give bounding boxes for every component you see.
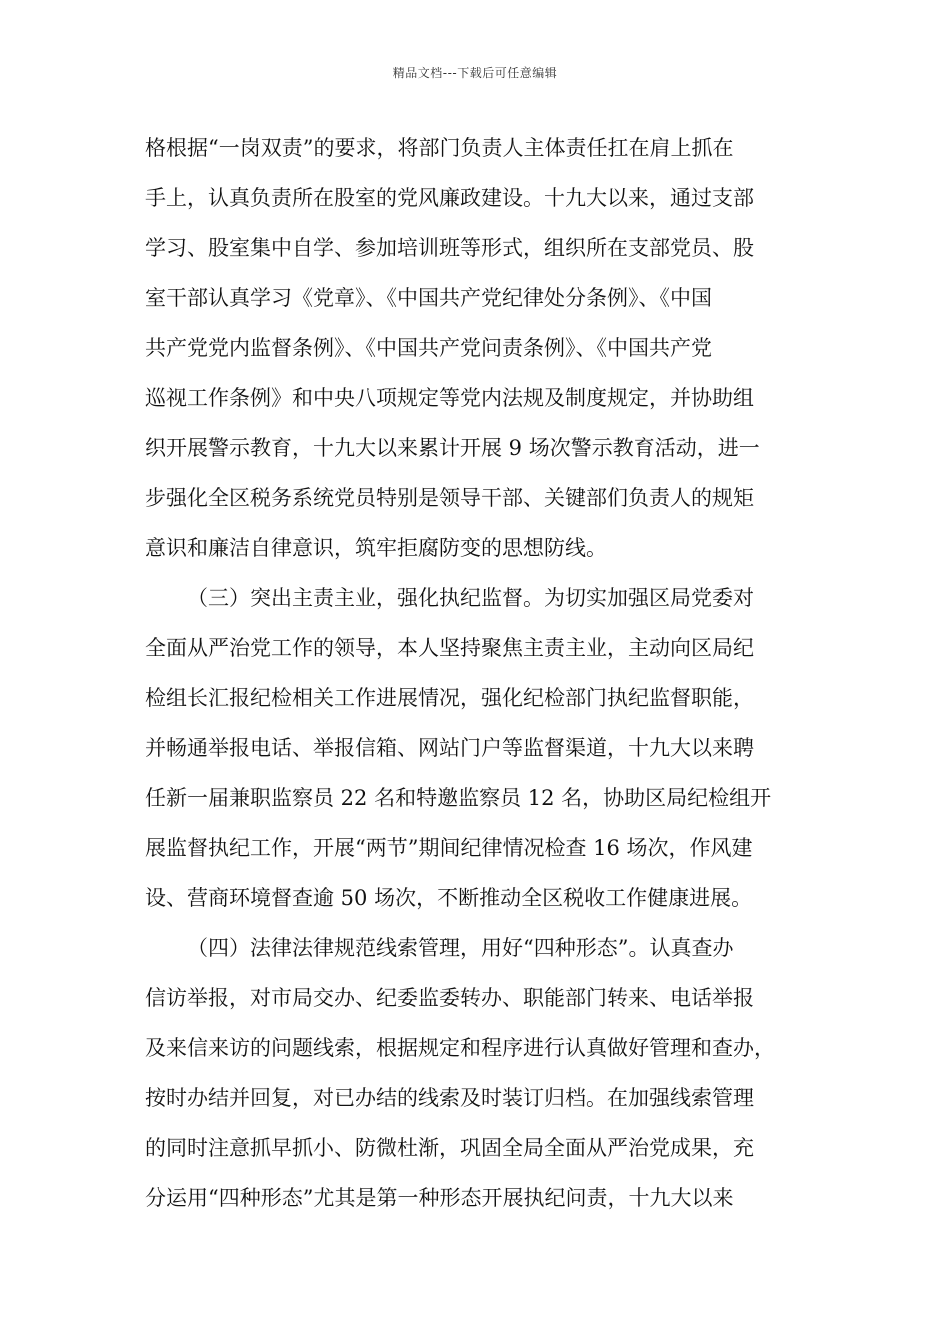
text-line: 室干部认真学习《党章》、《中国共产党纪律处分条例》、《中国 xyxy=(145,286,712,310)
text-line: 学习、股室集中自学、参加培训班等形式，组织所在支部党员、股 xyxy=(145,236,754,260)
text-line: 及来信来访的问题线索，根据规定和程序进行认真做好管理和查办， xyxy=(145,1036,775,1060)
text-line: 的同时注意抓早抓小、防微杜渐，巩固全局全面从严治党成果，充 xyxy=(145,1136,754,1160)
paragraph-start-line: （四）法律法律规范线索管理，用好“四种形态”。认真查办 xyxy=(187,936,734,960)
text-line: 手上，认真负责所在股室的党风廉政建设。十九大以来，通过支部 xyxy=(145,186,754,210)
text-line: 展监督执纪工作，开展“两节”期间纪律情况检查 16 场次，作风建 xyxy=(145,836,753,860)
text-line: 步强化全区税务系统党员特别是领导干部、关键部们负责人的规矩 xyxy=(145,486,754,510)
text-line: 织开展警示教育，十九大以来累计开展 9 场次警示教育活动，进一 xyxy=(145,436,760,460)
text-line: 并畅通举报电话、举报信箱、网站门户等监督渠道，十九大以来聘 xyxy=(145,736,754,760)
text-line: 巡视工作条例》和中央八项规定等党内法规及制度规定，并协助组 xyxy=(145,386,754,410)
text-line: 分运用“四种形态”尤其是第一种形态开展执纪问责，十九大以来 xyxy=(145,1186,734,1210)
text-line: 意识和廉洁自律意识，筑牢拒腐防变的思想防线。 xyxy=(145,536,607,560)
text-line: 信访举报，对市局交办、纪委监委转办、职能部门转来、电话举报 xyxy=(145,986,754,1010)
text-line: 格根据“一岗双责”的要求，将部门负责人主体责任扛在肩上抓在 xyxy=(145,136,734,160)
text-line: 检组长汇报纪检相关工作进展情况，强化纪检部门执纪监督职能， xyxy=(145,686,754,710)
text-line: 全面从严治党工作的领导，本人坚持聚焦主责主业，主动向区局纪 xyxy=(145,636,754,660)
text-line: 共产党党内监督条例》、《中国共产党问责条例》、《中国共产党 xyxy=(145,336,712,360)
text-line: 按时办结并回复，对已办结的线索及时装订归档。在加强线索管理 xyxy=(145,1086,754,1110)
text-line: 设、营商环境督查逾 50 场次，不断推动全区税收工作健康进展。 xyxy=(145,886,753,910)
text-line: 任新一届兼职监察员 22 名和特邀监察员 12 名，协助区局纪检组开 xyxy=(145,786,772,810)
page-header: 精品文档---下载后可任意编辑 xyxy=(392,66,558,80)
paragraph-start-line: （三）突出主责主业，强化执纪监督。为切实加强区局党委对 xyxy=(187,586,754,610)
